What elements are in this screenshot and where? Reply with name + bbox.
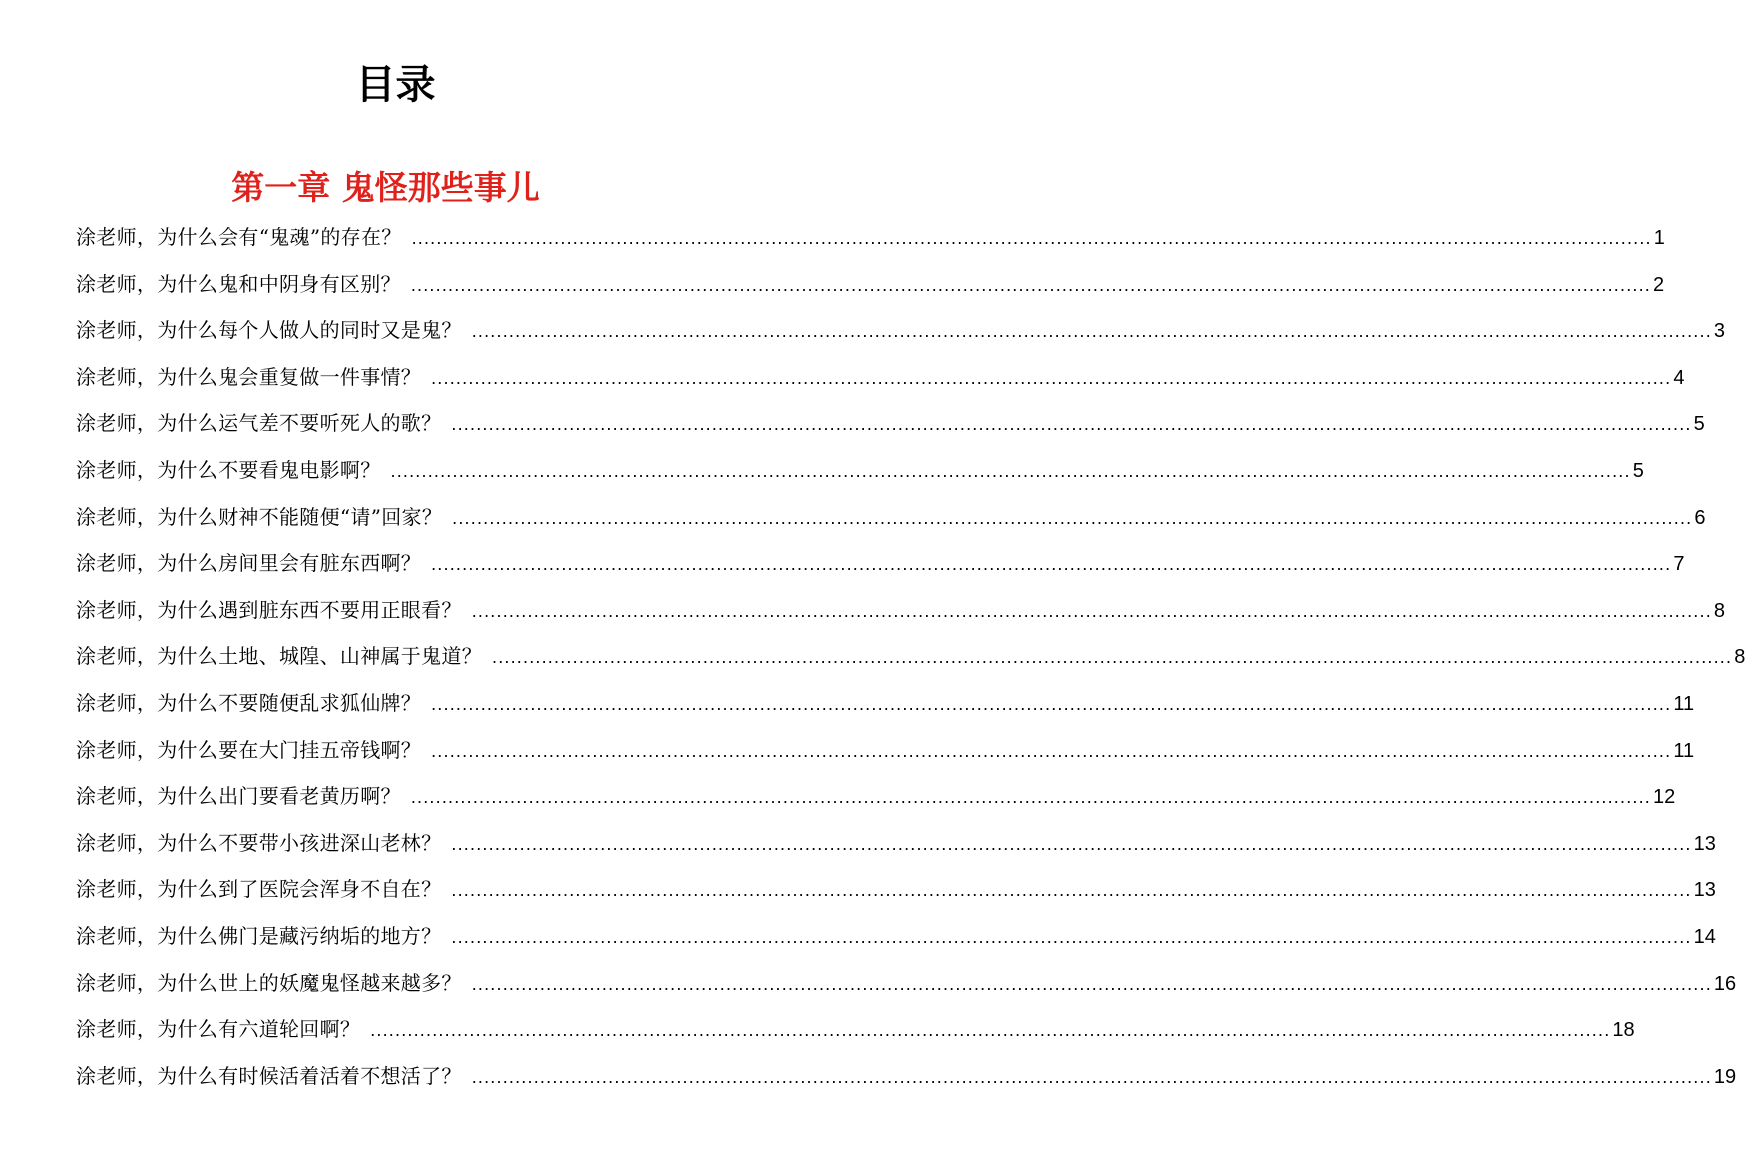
entry-title: 涂老师，为什么到了医院会浑身不自在？ [76,877,442,902]
entry-title: 涂老师，为什么房间里会有脏东西啊？ [76,551,422,576]
entry-title: 涂老师，为什么鬼和中阴身有区别？ [76,271,401,296]
entry-page-number: 13 [1693,832,1716,855]
entry-page-number: 7 [1673,553,1685,576]
entry-page-number: 11 [1673,739,1695,762]
dot-leader: ........................................................................................................................................................................................................ [471,600,1712,621]
entry-title: 涂老师，为什么佛门是藏污纳垢的地方？ [76,923,442,948]
dot-leader: ........................................................................................................................................................................................................ [452,507,1693,528]
toc-entry[interactable] [76,400,1705,447]
entry-title: 涂老师，为什么鬼会重复做一件事情？ [76,364,422,389]
dot-leader: ........................................................................................................................................................................................................ [431,554,1672,575]
toc-entry[interactable] [76,587,1726,634]
entry-title: 涂老师，为什么财神不能随便“请”回家？ [76,504,443,529]
toc-entry[interactable] [76,307,1726,354]
entry-title: 涂老师，为什么运气差不要听死人的歌？ [76,411,442,436]
entry-title: 涂老师，为什么会有“鬼魂”的存在？ [76,225,402,249]
entry-title: 涂老师，为什么每个人做人的同时又是鬼？ [76,318,462,343]
entry-title: 涂老师，为什么不要随便乱求狐仙牌？ [76,690,422,715]
toc-entry[interactable] [76,261,1665,308]
entry-title: 涂老师，为什么土地、城隍、山神属于鬼道？ [76,644,482,669]
entry-title: 涂老师，为什么要在大门挂五帝钱啊？ [76,737,422,762]
entry-title: 涂老师，为什么有时候活着活着不想活了？ [76,1063,462,1088]
dot-leader: ........................................................................................................................................................................................................ [390,460,1631,481]
dot-leader: ........................................................................................................................................................................................................ [471,1066,1712,1087]
entry-page-number: 16 [1713,972,1737,995]
entry-title: 涂老师，为什么不要带小孩进深山老林？ [76,830,442,855]
entry-page-number: 8 [1734,646,1745,669]
toc-entry[interactable] [76,214,1665,261]
entry-title: 涂老师，为什么出门要看老黄历啊？ [76,784,401,809]
toc-entry[interactable] [76,447,1644,494]
entry-page-number: 6 [1694,506,1706,529]
dot-leader: ........................................................................................................................................................................................................ [451,414,1692,435]
dot-leader: ........................................................................................................................................................................................................ [451,880,1692,901]
toc-entry[interactable] [76,866,1716,913]
dot-leader: ........................................................................................................................................................................................................ [471,973,1712,994]
toc-entry[interactable] [76,727,1695,774]
toc-entry[interactable] [76,773,1676,820]
toc-list [76,214,1745,1099]
dot-leader: ........................................................................................................................................................................................................ [451,926,1692,947]
entry-page-number: 12 [1653,786,1676,809]
dot-leader: ........................................................................................................................................................................................................ [431,367,1672,388]
entry-page-number: 13 [1693,879,1716,902]
dot-leader: ........................................................................................................................................................................................................ [410,787,1652,808]
entry-title: 涂老师，为什么世上的妖魔鬼怪越来越多？ [76,970,462,995]
toc-entry[interactable] [76,494,1706,541]
entry-title: 涂老师，为什么不要看鬼电影啊？ [76,457,381,482]
dot-leader: ........................................................................................................................................................................................................ [410,274,1652,295]
entry-page-number: 1 [1653,227,1665,249]
entry-title: 涂老师，为什么遇到脏东西不要用正眼看？ [76,597,462,622]
toc-entry[interactable] [76,680,1695,727]
dot-leader: ........................................................................................................................................................................................................ [451,833,1692,854]
entry-page-number: 14 [1693,925,1716,948]
toc-entry[interactable] [76,1006,1635,1053]
entry-page-number: 4 [1673,366,1685,389]
chapter-heading: 第一章 鬼怪那些事儿 [231,168,540,207]
entry-page-number: 19 [1713,1065,1737,1088]
dot-leader: ........................................................................................................................................................................................................ [370,1020,1611,1041]
dot-leader: ........................................................................................................................................................................................................ [492,647,1733,668]
toc-entry[interactable] [76,960,1737,1007]
toc-entry[interactable] [76,1053,1737,1100]
entry-page-number: 3 [1713,320,1726,343]
toc-entry[interactable] [76,633,1745,680]
dot-leader: ........................................................................................................................................................................................................ [411,228,1652,248]
entry-page-number: 5 [1632,459,1644,482]
toc-title: 目录 [355,62,436,108]
toc-entry[interactable] [76,540,1685,587]
entry-page-number: 8 [1713,599,1726,622]
dot-leader: ........................................................................................................................................................................................................ [431,693,1672,714]
toc-entry[interactable] [76,354,1685,401]
entry-page-number: 5 [1693,413,1705,436]
entry-page-number: 2 [1653,273,1665,296]
entry-page-number: 11 [1673,692,1695,715]
toc-entry[interactable] [76,820,1716,867]
entry-title: 涂老师，为什么有六道轮回啊？ [76,1017,361,1042]
toc-entry[interactable] [76,913,1716,960]
dot-leader: ........................................................................................................................................................................................................ [471,321,1712,342]
entry-page-number: 18 [1612,1019,1635,1042]
dot-leader: ........................................................................................................................................................................................................ [431,740,1672,761]
